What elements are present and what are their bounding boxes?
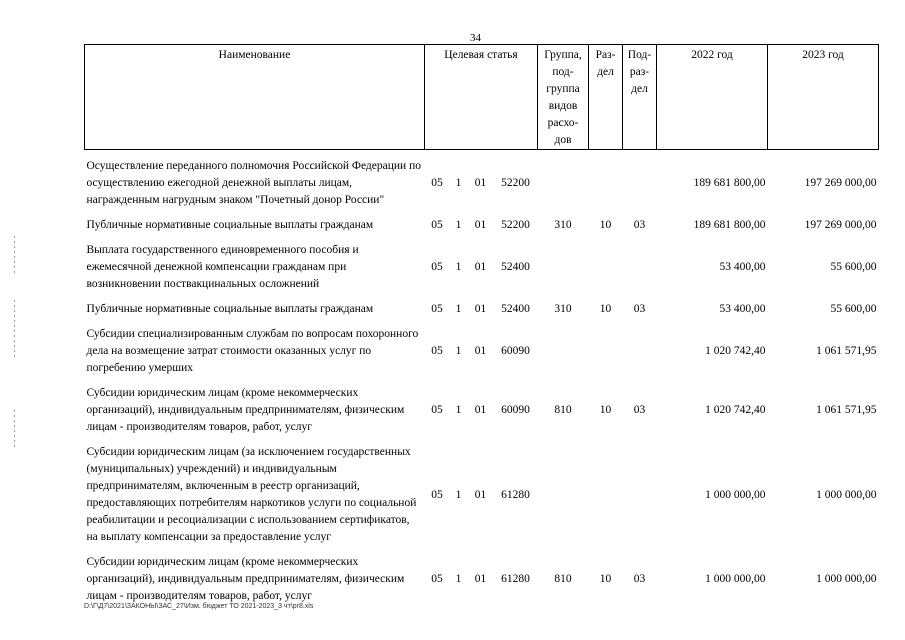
row-target-direction: 52200 [501,177,530,189]
row-expense-group: 810 [554,573,572,585]
row-target-program: 05 [431,573,443,585]
row-target-subprogram: 1 [455,573,462,585]
row-section: 10 [599,404,612,416]
row-expense-group [538,242,589,293]
row-target-direction: 61280 [501,488,530,501]
row-subsection: 03 [633,404,646,416]
row-target-subprogram: 1 [455,345,462,357]
header-target-article: Целевая статья [425,45,538,150]
row-amount-2022: 53 400,00 [719,303,766,315]
row-spacer [85,209,879,217]
scan-artifact [14,410,15,450]
row-spacer [85,436,879,444]
row-amount-2022: 1 000 000,00 [705,573,766,585]
row-subsection: 03 [633,573,646,585]
row-target-direction: 52400 [501,303,530,315]
row-spacer-cell [85,234,879,242]
row-name: Публичные нормативные социальные выплаты гражданам [86,219,374,231]
row-target-subprogram: 1 [455,177,462,189]
row-spacer-cell [85,209,879,217]
table-row [85,554,879,605]
row-target-subprogram: 1 [455,219,462,231]
row-amount-2022: 53 400,00 [719,261,766,273]
header-year-2023: 2023 год [768,45,879,150]
row-spacer [85,234,879,242]
row-target-direction: 52200 [501,219,530,231]
row-target-program: 05 [431,488,443,501]
row-spacer-cell [85,546,879,554]
row-name: Субсидии юридическим лицам (кроме некоммерческих организаций), индивидуальным предпринимателям, физическим лицам - производителям товаров, работ, услуг [86,387,405,433]
row-spacer [85,377,879,385]
row-target-main-event: 01 [474,345,487,357]
row-expense-group: 810 [554,404,572,416]
row-name: Осуществление переданного полномочия Российской Федерации по осуществлению ежегодной денежной выплаты лицам, награжденным нагрудным знаком "Почетный донор России" [86,160,421,206]
table-row [85,301,879,318]
row-target-direction: 61280 [501,573,530,585]
header-name: Наименование [85,45,425,150]
row-section: 10 [599,573,612,585]
row-amount-2023: 1 061 571,95 [816,345,877,357]
row-expense-group [538,444,589,546]
table-row [85,217,879,234]
header-year-2022: 2022 год [657,45,768,150]
row-amount-2023: 1 000 000,00 [816,573,877,585]
row-subsection: 03 [633,219,646,231]
row-target-direction: 60090 [501,345,530,357]
row-amount-2022: 1 020 742,40 [705,345,766,357]
row-spacer-cell [85,377,879,385]
row-amount-2023: 197 269 000,00 [804,177,877,189]
row-section [589,242,623,293]
row-target-subprogram: 1 [455,488,462,501]
header-expense-group: Группа, под-группа видов расхо-дов [538,45,589,150]
page-number: 34 [470,32,481,44]
row-amount-2022: 189 681 800,00 [693,219,766,231]
row-name: Субсидии специализированным службам по вопросам похоронного дела на возмещение затрат стоимости оказанных услуг по погребению умерших [86,328,419,374]
row-target-main-event: 01 [474,404,487,416]
row-target-subprogram: 1 [455,261,462,273]
row-subsection [623,326,657,377]
header-subsection: Под-раз-дел [623,45,657,150]
row-amount-2022: 1 000 000,00 [705,488,766,501]
table-row [85,326,879,377]
row-amount-2023: 55 600,00 [830,303,877,315]
row-section [589,444,623,546]
row-name: Субсидии юридическим лицам (за исключением государственных (муниципальных) учреждений) и индивидуальным предпринимателям, включенным в реестр организаций, предоставляющих потребителям наркотиков услуги по социальной реабилитации и ресоциализации с использованием сертификатов, на выплату компенсации за предоставление услуг [86,446,417,543]
row-spacer [85,150,879,159]
row-name: Выплата государственного единовременного пособия и ежемесячной денежной компенсации гражданам при возникновении поствакцинальных осложнений [86,244,359,290]
row-target-main-event: 01 [474,177,487,189]
row-amount-2023: 1 000 000,00 [816,488,877,501]
row-target-main-event: 01 [474,261,487,273]
row-target-program: 05 [431,261,443,273]
row-section: 10 [599,303,612,315]
row-spacer-cell [85,436,879,444]
row-subsection [623,242,657,293]
row-spacer-cell [85,150,879,159]
row-expense-group: 310 [554,219,572,231]
scan-artifact [14,300,15,360]
row-target-main-event: 01 [474,488,487,501]
row-section [589,158,623,209]
row-amount-2023: 197 269 000,00 [804,219,877,231]
row-subsection: 03 [633,303,646,315]
row-spacer [85,546,879,554]
table-row [85,444,879,546]
row-target-direction: 52400 [501,261,530,273]
row-spacer-cell [85,318,879,326]
row-target-program: 05 [431,177,443,189]
row-target-program: 05 [431,219,443,231]
row-amount-2022: 1 020 742,40 [705,404,766,416]
row-target-program: 05 [431,303,443,315]
table-row [85,385,879,436]
row-target-main-event: 01 [474,219,487,231]
row-expense-group [538,326,589,377]
row-subsection [623,444,657,546]
row-section [589,326,623,377]
row-target-main-event: 01 [474,573,487,585]
row-expense-group: 310 [554,303,572,315]
table-row [85,158,879,209]
row-target-program: 05 [431,404,443,416]
row-target-direction: 60090 [501,404,530,416]
row-amount-2023: 55 600,00 [830,261,877,273]
header-section: Раз-дел [589,45,623,150]
row-target-program: 05 [431,345,443,357]
row-amount-2023: 1 061 571,95 [816,404,877,416]
row-target-subprogram: 1 [455,404,462,416]
table-header-row [85,45,879,150]
row-spacer [85,293,879,301]
row-amount-2022: 189 681 800,00 [693,177,766,189]
table-row [85,242,879,293]
budget-table [84,44,879,605]
row-target-subprogram: 1 [455,303,462,315]
row-section: 10 [599,219,612,231]
row-spacer [85,318,879,326]
row-name: Субсидии юридическим лицам (кроме некоммерческих организаций), индивидуальным предпринимателям, физическим лицам - производителям товаров, работ, услуг [86,556,405,602]
file-path-footer: D:\Г\Д7\2021\ЗАКОНЫ\ЗАС_27\Изм. бюджет ТО 2021-2023_3 чт\pr8.xls [84,603,314,610]
row-spacer-cell [85,293,879,301]
row-name: Публичные нормативные социальные выплаты гражданам [86,303,374,315]
row-expense-group [538,158,589,209]
scan-artifact [14,236,15,276]
row-subsection [623,158,657,209]
row-target-main-event: 01 [474,303,487,315]
